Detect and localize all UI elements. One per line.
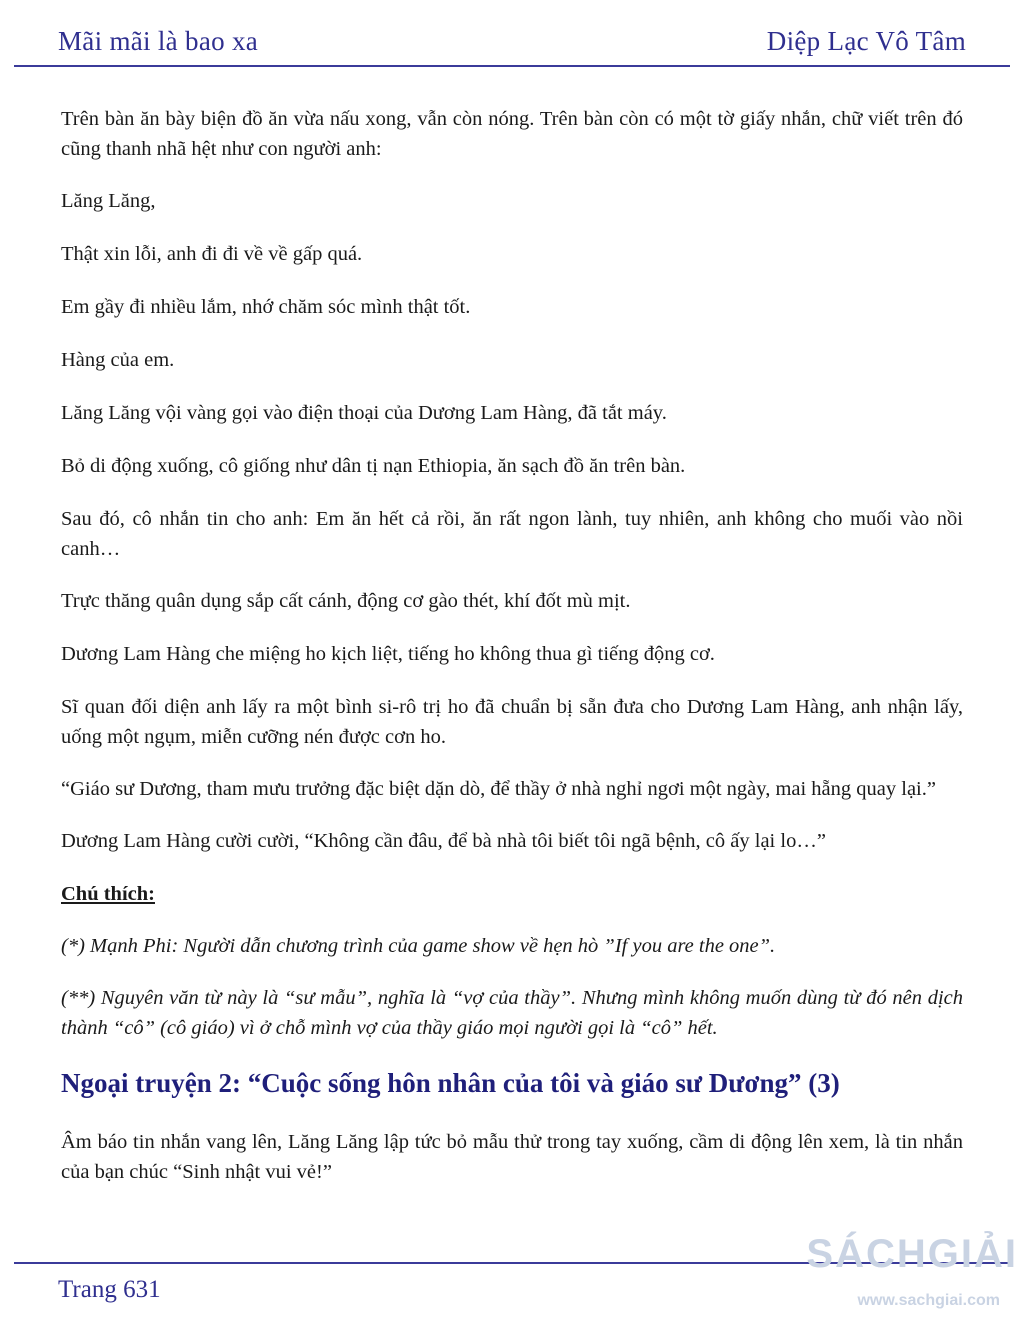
paragraph: Sĩ quan đối diện anh lấy ra một bình si-rô trị ho đã chuẩn bị sẵn đưa cho Dương Lam Hàng, anh nhận lấy, uống một ngụm, miễn cưỡng nén được cơn ho. [61, 696, 963, 748]
footnote: (*) Mạnh Phi: Người dẫn chương trình của game show về hẹn hò ”If you are the one”. [61, 935, 776, 957]
paragraph: Hàng của em. [61, 349, 175, 371]
paragraph: Dương Lam Hàng cười cười, “Không cần đâu, để bà nhà tôi biết tôi ngã bệnh, cô ấy lại lo…” [61, 830, 826, 852]
paragraph: Thật xin lỗi, anh đi đi về về gấp quá. [61, 243, 363, 265]
paragraph: Dương Lam Hàng che miệng ho kịch liệt, tiếng ho không thua gì tiếng động cơ. [61, 643, 715, 665]
book-title: Mãi mãi là bao xa [58, 26, 259, 56]
paragraph: Lăng Lăng, [61, 190, 156, 212]
page-header [58, 26, 966, 66]
paragraph: Lăng Lăng vội vàng gọi vào điện thoại của Dương Lam Hàng, đã tắt máy. [61, 402, 667, 424]
paragraph: Bỏ di động xuống, cô giống như dân tị nạn Ethiopia, ăn sạch đồ ăn trên bàn. [61, 455, 686, 477]
page-body [61, 104, 963, 1209]
author-name: Diệp Lạc Vô Tâm [766, 26, 966, 56]
watermark-brand: SÁCHGIẢI [806, 1232, 1018, 1276]
paragraph: “Giáo sư Dương, tham mưu trưởng đặc biệt dặn dò, để thầy ở nhà nghỉ ngơi một ngày, mai hẵng quay lại.” [61, 778, 936, 800]
paragraph: Trên bàn ăn bày biện đồ ăn vừa nấu xong, vẫn còn nóng. Trên bàn còn có một tờ giấy nhắn, chữ viết trên đó cũng thanh nhã hệt như con người anh: [61, 108, 963, 160]
notes-heading: Chú thích: [61, 883, 155, 905]
header-divider [14, 65, 1010, 67]
paragraph: Em gầy đi nhiều lắm, nhớ chăm sóc mình thật tốt. [61, 296, 471, 318]
paragraph: Sau đó, cô nhắn tin cho anh: Em ăn hết cả rồi, ăn rất ngon lành, tuy nhiên, anh không cho muối vào nồi canh… [61, 508, 963, 560]
watermark-url: www.sachgiai.com [857, 1292, 1000, 1309]
footnote: (**) Nguyên văn từ này là “sư mẫu”, nghĩa là “vợ của thầy”. Nhưng mình không muốn dùng từ đó nên dịch thành “cô” (cô giáo) vì ở chỗ mình vợ của thầy giáo mọi người gọi là “cô” hết. [61, 987, 963, 1039]
chapter-paragraph: Âm báo tin nhắn vang lên, Lăng Lăng lập tức bỏ mẫu thử trong tay xuống, cầm di động lên xem, là tin nhắn của bạn chúc “Sinh nhật vui vẻ!” [61, 1131, 963, 1183]
watermark-logo [806, 1232, 1018, 1322]
paragraph: Trực thăng quân dụng sắp cất cánh, động cơ gào thét, khí đốt mù mịt. [61, 590, 631, 612]
page-number: Trang 631 [58, 1276, 161, 1303]
chapter-title: Ngoại truyện 2: “Cuộc sống hôn nhân của tôi và giáo sư Dương” (3) [61, 1068, 840, 1098]
